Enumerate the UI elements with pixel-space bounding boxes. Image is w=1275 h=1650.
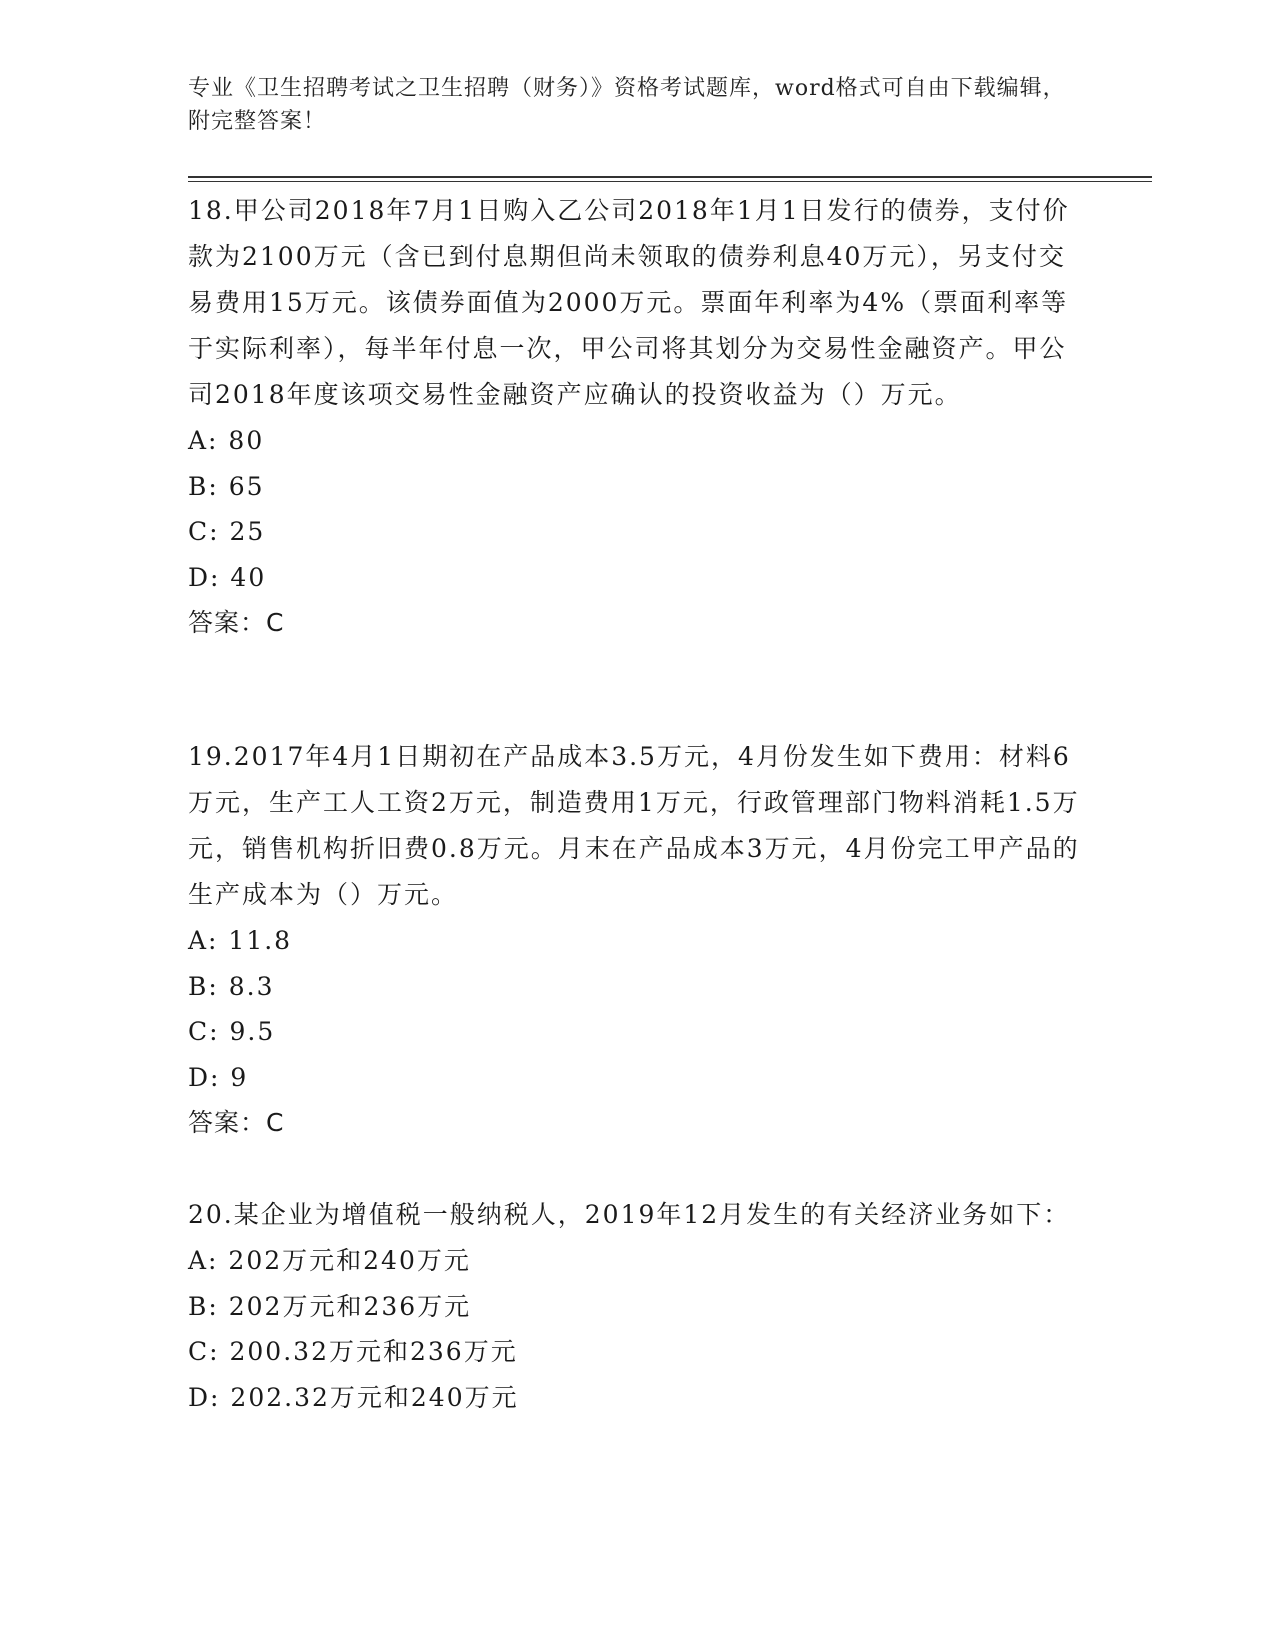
option-c: C: 9.5 bbox=[188, 1017, 276, 1046]
question-stem: 19.2017年4月1日期初在产品成本3.5万元，4月份发生如下费用：材料6万元，生产工人工资2万元，制造费用1万元，行政管理部门物料消耗1.5万元，销售机构折旧费0.8万元。月末在产品成本3万元，4月份完工甲产品的生产成本为（）万元。 bbox=[188, 742, 1080, 909]
page-header: 专业《卫生招聘考试之卫生招聘（财务）》资格考试题库，word格式可自由下载编辑，附完整答案！ bbox=[188, 76, 1066, 134]
question-18 bbox=[188, 188, 1088, 646]
option-d: D: 202.32万元和240万元 bbox=[188, 1382, 519, 1412]
question-19 bbox=[188, 734, 1088, 1146]
option-a: A: 202万元和240万元 bbox=[188, 1246, 471, 1275]
option-d: D: 40 bbox=[188, 562, 267, 592]
answer: 答案：C bbox=[188, 608, 285, 637]
option-b: B: 8.3 bbox=[188, 971, 275, 1001]
question-20 bbox=[188, 1192, 1088, 1420]
option-b: B: 65 bbox=[188, 471, 265, 501]
option-b: B: 202万元和236万元 bbox=[188, 1291, 472, 1321]
option-c: C: 25 bbox=[188, 517, 266, 546]
answer: 答案：C bbox=[188, 1108, 285, 1137]
option-c: C: 200.32万元和236万元 bbox=[188, 1337, 518, 1366]
header-divider bbox=[188, 176, 1152, 182]
option-a: A: 11.8 bbox=[188, 926, 293, 955]
question-stem: 20.某企业为增值税一般纳税人，2019年12月发生的有关经济业务如下： bbox=[188, 1200, 1071, 1229]
option-a: A: 80 bbox=[188, 426, 265, 455]
question-stem: 18.甲公司2018年7月1日购入乙公司2018年1月1日发行的债券，支付价款为2100万元（含已到付息期但尚未领取的债券利息40万元），另支付交易费用15万元。该债券面值为2000万元。票面年利率为4%（票面利率等于实际利率），每半年付息一次，甲公司将其划分为交易性金融资产。甲公司2018年度该项交易性金融资产应确认的投资收益为（）万元。 bbox=[188, 196, 1070, 409]
option-d: D: 9 bbox=[188, 1062, 249, 1092]
